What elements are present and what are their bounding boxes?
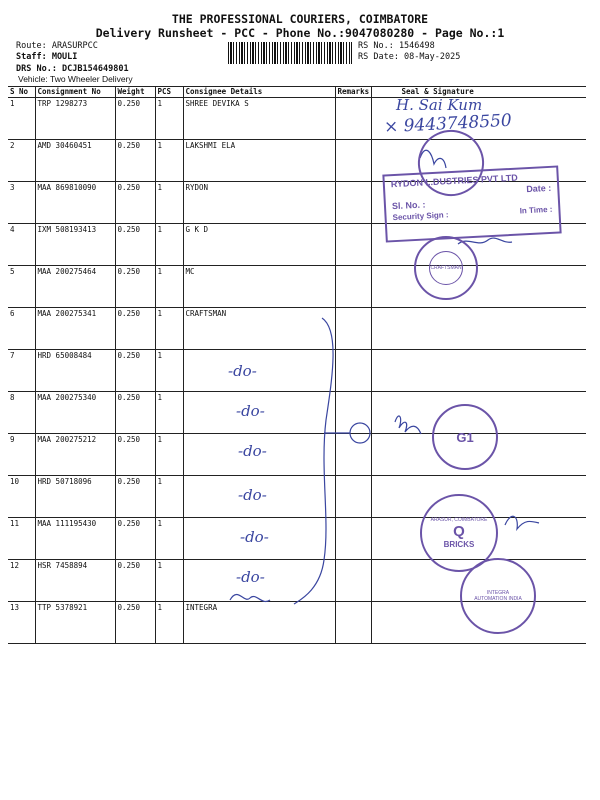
row-consignment: MAA 200275212 <box>35 434 115 476</box>
ditto-mark: -do- <box>238 486 267 504</box>
row-consignee: LAKSHMI ELA <box>183 140 335 182</box>
bracket-circle <box>350 423 370 443</box>
row-consignment: MAA 200275464 <box>35 266 115 308</box>
row-weight: 0.250 <box>115 392 155 434</box>
col-seal-signature: Seal & Signature <box>371 87 586 98</box>
row-weight: 0.250 <box>115 308 155 350</box>
signature-scribble <box>505 516 539 529</box>
row-pcs: 1 <box>155 140 183 182</box>
row-weight: 0.250 <box>115 98 155 140</box>
row-consignment: IXM 508193413 <box>35 224 115 266</box>
row-consignment: MAA 200275340 <box>35 392 115 434</box>
ditto-mark: -do- <box>240 528 269 546</box>
row-weight: 0.250 <box>115 140 155 182</box>
col-pcs: PCS <box>155 87 183 98</box>
g1-seal-stamp <box>432 404 498 470</box>
row-pcs: 1 <box>155 98 183 140</box>
row-sno: 6 <box>8 308 35 350</box>
row-weight: 0.250 <box>115 266 155 308</box>
bricks-ring-text: ARASUR, COIMBATORE <box>430 517 488 523</box>
row-sno: 5 <box>8 266 35 308</box>
row-consignment: AMD 30460451 <box>35 140 115 182</box>
craftsman-seal: CRAFTSMAN <box>429 251 463 285</box>
bracket-line <box>294 318 333 604</box>
rydon-security: Security Sign : <box>392 210 449 223</box>
route-label: Route: ARASURPCC <box>16 41 98 51</box>
rydon-date: Date : <box>526 182 552 195</box>
row-consignment: HRD 50718096 <box>35 476 115 518</box>
row-sno: 1 <box>8 98 35 140</box>
round-seal-stamp <box>414 236 478 300</box>
row-pcs: 1 <box>155 182 183 224</box>
row-pcs: 1 <box>155 350 183 392</box>
rydon-slno: Sl. No. : <box>391 199 426 212</box>
rs-date: RS Date: 08-May-2025 <box>358 52 461 62</box>
integra-ring-text: INTEGRA AUTOMATION INDIA <box>474 590 522 602</box>
row-consignee: SHREE DEVIKA S <box>183 98 335 140</box>
row-weight: 0.250 <box>115 518 155 560</box>
col-remarks: Remarks <box>335 87 371 98</box>
g1-text: G1 <box>456 429 474 445</box>
staff-label: Staff: MOULI <box>16 52 78 62</box>
company-title: THE PROFESSIONAL COURIERS, COIMBATORE <box>171 12 429 26</box>
row-sno: 7 <box>8 350 35 392</box>
row-weight: 0.250 <box>115 476 155 518</box>
row-sno: 11 <box>8 518 35 560</box>
row-weight: 0.250 <box>115 560 155 602</box>
rydon-title: RYDON I..DUSTRIES PVT LTD <box>390 172 518 190</box>
col-consignee: Consignee Details <box>183 87 335 98</box>
row-pcs: 1 <box>155 434 183 476</box>
row-weight: 0.250 <box>115 182 155 224</box>
rs-number: RS No.: 1546498 <box>358 41 435 51</box>
row-sno: 3 <box>8 182 35 224</box>
row-consignee: G K D <box>183 224 335 266</box>
ditto-mark: -do- <box>236 402 265 420</box>
vehicle-label: Vehicle: Two Wheeler Delivery <box>18 74 133 84</box>
row-consignment: TRP 1298273 <box>35 98 115 140</box>
row-weight: 0.250 <box>115 224 155 266</box>
row-consignment: MAA 869810090 <box>35 182 115 224</box>
row-consignment: HSR 7458894 <box>35 560 115 602</box>
runsheet-subtitle: Delivery Runsheet - PCC - Phone No.:9047080280 - Page No.:1 <box>95 26 505 40</box>
row-weight: 0.250 <box>115 350 155 392</box>
row-pcs: 1 <box>155 224 183 266</box>
rydon-stamp <box>382 165 561 242</box>
row-sno: 12 <box>8 560 35 602</box>
ditto-mark: -do- <box>228 362 257 380</box>
row-sno: 4 <box>8 224 35 266</box>
handwritten-phone: × 9443748550 <box>383 110 513 138</box>
signature-scribble <box>230 595 270 602</box>
col-weight: Weight <box>115 87 155 98</box>
row-consignee: MC <box>183 266 335 308</box>
rydon-intime: In Time : <box>519 204 553 216</box>
row-consignment: MAA 111195430 <box>35 518 115 560</box>
row-sno: 10 <box>8 476 35 518</box>
drs-label: DRS No.: DCJB154649801 <box>16 64 129 74</box>
signature-scribble <box>395 416 421 434</box>
ditto-mark: -do- <box>236 568 265 586</box>
col-sno: S No <box>8 87 35 98</box>
row-consignee: INTEGRA <box>183 602 335 644</box>
row-pcs: 1 <box>155 392 183 434</box>
row-consignment: TTP 5378921 <box>35 602 115 644</box>
row-pcs: 1 <box>155 308 183 350</box>
row-sno: 8 <box>8 392 35 434</box>
bricks-text: BRICKS <box>443 540 475 549</box>
row-consignee: CRAFTSMAN <box>183 308 335 350</box>
row-pcs: 1 <box>155 560 183 602</box>
handwritten-name: H. Sai Kum <box>396 96 483 114</box>
row-weight: 0.250 <box>115 434 155 476</box>
q-logo-icon: Q <box>453 523 465 540</box>
row-pcs: 1 <box>155 266 183 308</box>
row-consignment: HRD 65008484 <box>35 350 115 392</box>
row-sno: 9 <box>8 434 35 476</box>
row-weight: 0.250 <box>115 602 155 644</box>
row-consignee: RYDON <box>183 182 335 224</box>
row-pcs: 1 <box>155 518 183 560</box>
col-consignment: Consignment No <box>35 87 115 98</box>
ditto-mark: -do- <box>238 442 267 460</box>
row-consignment: MAA 200275341 <box>35 308 115 350</box>
row-sno: 2 <box>8 140 35 182</box>
row-sno: 13 <box>8 602 35 644</box>
row-pcs: 1 <box>155 476 183 518</box>
integra-seal-stamp <box>460 558 536 634</box>
row-pcs: 1 <box>155 602 183 644</box>
